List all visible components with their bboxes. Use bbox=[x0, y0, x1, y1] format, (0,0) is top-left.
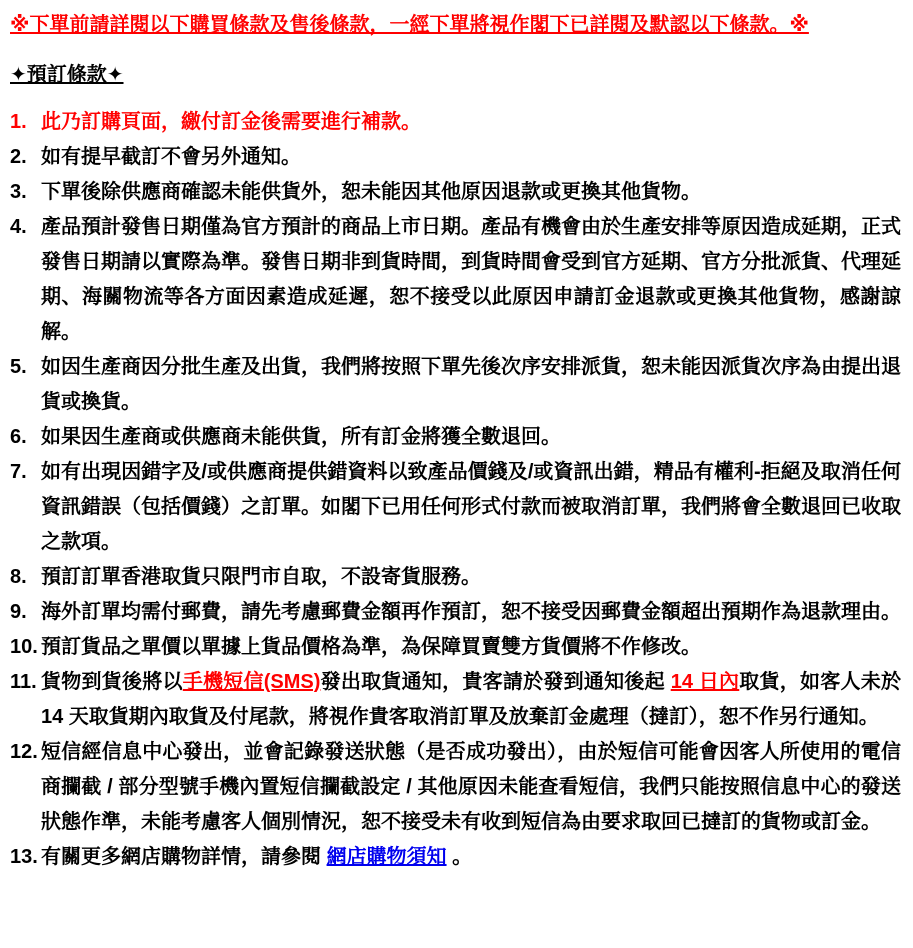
term-number: 8. bbox=[10, 566, 27, 588]
term-number: 3. bbox=[10, 181, 27, 203]
term-number: 9. bbox=[10, 601, 27, 623]
term-item bbox=[10, 630, 901, 665]
term-number: 10. bbox=[10, 636, 38, 658]
term-segment: 預訂貨品之單價以單據上貨品價格為準，為保障買賣雙方貨價將不作修改。 bbox=[41, 636, 701, 658]
term-text bbox=[41, 735, 901, 840]
term-number: 11. bbox=[10, 671, 37, 693]
term-number: 5. bbox=[10, 356, 27, 378]
shop-guide-link[interactable]: 網店購物須知 bbox=[326, 846, 447, 868]
term-number: 6. bbox=[10, 426, 27, 448]
term-text bbox=[41, 140, 901, 175]
term-number: 12. bbox=[10, 741, 38, 763]
term-item bbox=[10, 595, 901, 630]
term-segment: 發出取貨通知，貴客請於發到通知後起 bbox=[320, 671, 671, 693]
term-segment: 下單後除供應商確認未能供貨外，恕未能因其他原因退款或更換其他貨物。 bbox=[41, 181, 701, 203]
term-item bbox=[10, 105, 901, 140]
term-text bbox=[41, 175, 901, 210]
term-text bbox=[41, 630, 901, 665]
sms-notice-emphasis: 手機短信(SMS) bbox=[182, 671, 321, 693]
term-segment: 。 bbox=[446, 846, 473, 868]
term-segment: 如有提早截訂不會另外通知。 bbox=[41, 146, 301, 168]
term-text bbox=[41, 420, 901, 455]
term-segment: 此乃訂購頁面，繳付訂金後需要進行補款。 bbox=[41, 111, 421, 133]
term-segment: 如果因生產商或供應商未能供貨，所有訂金將獲全數退回。 bbox=[41, 426, 561, 448]
term-item bbox=[10, 560, 901, 595]
term-segment: 如有出現因錯字及/或供應商提供錯資料以致產品價錢及/或資訊出錯，精品有權利-拒絕及取消任何資訊錯誤（包括價錢）之訂單。如閣下已用任何形式付款而被取消訂單，我們將會全數退回已收取之款項。 bbox=[41, 461, 901, 553]
term-segment: 取貨，如客人未於 14 天取貨期內取貨及付尾款，將視作貴客取消訂單及放棄訂金處理（撻訂），恕不作另行通知。 bbox=[41, 671, 902, 728]
term-number: 1. bbox=[10, 111, 27, 133]
term-item bbox=[10, 350, 901, 420]
term-item bbox=[10, 210, 901, 350]
term-item bbox=[10, 455, 901, 560]
term-text bbox=[41, 665, 901, 735]
term-item bbox=[10, 735, 901, 840]
terms-page bbox=[10, 8, 901, 875]
term-segment: 產品預計發售日期僅為官方預計的商品上市日期。產品有機會由於生產安排等原因造成延期，正式發售日期請以實際為準。發售日期非到貨時間，到貨時間會受到官方延期、官方分批派貨、代理延期、海關物流等各方面因素造成延遲，恕不接受以此原因申請訂金退款或更換其他貨物，感謝諒解。 bbox=[41, 216, 901, 343]
term-text bbox=[41, 210, 901, 350]
term-segment: 短信經信息中心發出，並會記錄發送狀態（是否成功發出），由於短信可能會因客人所使用的電信商攔截 / 部分型號手機內置短信攔截設定 / 其他原因未能查看短信，我們只能按照信息中心的發送狀態作準，未能考慮客人個別情況，恕不接受未有收到短信為由要求取回已撻訂的貨物或訂金。 bbox=[41, 741, 901, 833]
term-item bbox=[10, 840, 901, 875]
term-text bbox=[41, 455, 901, 560]
term-text bbox=[41, 560, 901, 595]
terms-list bbox=[10, 105, 901, 875]
term-item bbox=[10, 140, 901, 175]
term-text bbox=[41, 350, 901, 420]
term-item bbox=[10, 420, 901, 455]
term-segment: 如因生產商因分批生產及出貨，我們將按照下單先後次序安排派貨，恕未能因派貨次序為由提出退貨或換貨。 bbox=[41, 356, 901, 413]
term-text bbox=[41, 840, 901, 875]
pickup-deadline-emphasis: 14 日內 bbox=[670, 671, 740, 693]
term-item bbox=[10, 175, 901, 210]
term-number: 2. bbox=[10, 146, 27, 168]
section-title-preorder-terms: ✦預訂條款✦ bbox=[10, 64, 124, 86]
term-segment: 海外訂單均需付郵費，請先考慮郵費金額再作預訂，恕不接受因郵費金額超出預期作為退款理由。 bbox=[41, 601, 901, 623]
term-segment: 有關更多網店購物詳情，請參閱 bbox=[41, 846, 327, 868]
term-segment: 貨物到貨後將以 bbox=[41, 671, 183, 693]
term-number: 7. bbox=[10, 461, 27, 483]
term-text bbox=[41, 595, 901, 630]
term-text bbox=[41, 105, 901, 140]
term-segment: 預訂訂單香港取貨只限門市自取，不設寄貨服務。 bbox=[41, 566, 481, 588]
term-item bbox=[10, 665, 901, 735]
notice-banner: ※下單前請詳閱以下購買條款及售後條款，一經下單將視作閣下已詳閱及默認以下條款。※ bbox=[10, 14, 809, 36]
term-number: 4. bbox=[10, 216, 27, 238]
term-number: 13. bbox=[10, 846, 38, 868]
